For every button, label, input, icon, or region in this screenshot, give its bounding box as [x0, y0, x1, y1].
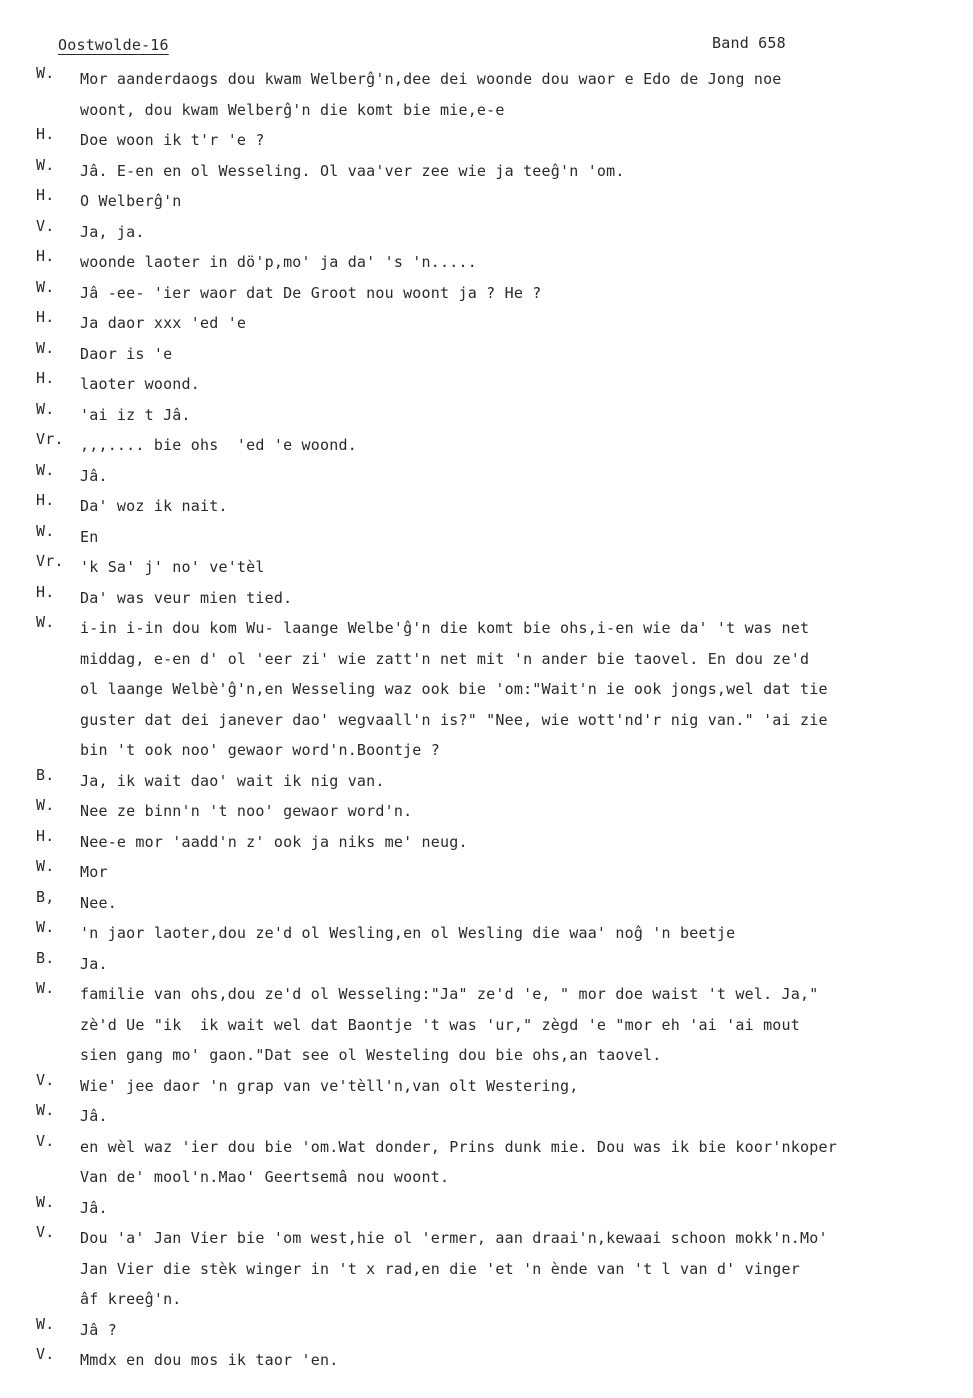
- speaker-label: W.: [36, 399, 55, 418]
- transcript-turn: [36, 125, 956, 156]
- transcript-turn: [36, 217, 956, 248]
- transcript-turn: [36, 522, 956, 553]
- utterance: [80, 64, 956, 125]
- utterance: [80, 125, 956, 156]
- utterance-line: âf kreeĝ'n.: [80, 1290, 182, 1308]
- utterance: [80, 186, 956, 217]
- utterance-line: Wie' jee daor 'n grap van ve'tèll'n,van olt Westering,: [80, 1076, 579, 1095]
- utterance-line: woont, dou kwam Welberĝ'n die komt bie mie,e-e: [80, 100, 505, 119]
- utterance: [80, 369, 956, 400]
- utterance-line: 'k Sa' j' no' ve'tèl: [80, 558, 265, 576]
- utterance-line: Mor: [80, 863, 108, 881]
- location-heading: Oostwolde-16: [58, 36, 169, 54]
- utterance-line: En: [80, 527, 99, 546]
- utterance-line: Ja, ja.: [80, 222, 145, 241]
- utterance: [80, 156, 956, 187]
- speaker-label: H.: [36, 247, 55, 265]
- speaker-label: B.: [36, 948, 55, 967]
- utterance-line: Jâ.: [80, 466, 108, 485]
- speaker-label: H.: [36, 369, 55, 387]
- speaker-label: V.: [36, 1345, 55, 1363]
- utterance: [80, 491, 956, 522]
- utterance: [80, 857, 956, 888]
- utterance-line: Ja, ik wait dao' wait ik nig van.: [80, 771, 385, 790]
- transcript-turn: [36, 1101, 956, 1132]
- transcript-turn: [36, 888, 956, 919]
- utterance-line: i-in i-in dou kom Wu- laange Welbe'ĝ'n die komt bie ohs,i-en wie da' 't was net: [80, 619, 810, 637]
- utterance: [80, 400, 956, 431]
- utterance: [80, 339, 956, 370]
- speaker-label: H.: [36, 186, 55, 204]
- utterance-line: familie van ohs,dou ze'd ol Wesseling:"Ja" ze'd 'e, " mor doe waist 't wel. Ja,": [80, 985, 819, 1003]
- transcript-turn: [36, 64, 956, 125]
- utterance: [80, 1132, 956, 1193]
- transcript-turn: [36, 339, 956, 370]
- speaker-label: W.: [36, 857, 55, 875]
- speaker-label: H.: [36, 491, 55, 509]
- speaker-label: W.: [36, 64, 55, 82]
- transcript-turn: [36, 186, 956, 217]
- speaker-label: W.: [36, 1314, 55, 1333]
- utterance-line: 'ai iz t Jâ.: [80, 405, 191, 424]
- speaker-label: W.: [36, 1192, 55, 1211]
- speaker-label: B,: [36, 887, 55, 906]
- transcript-turn: [36, 979, 956, 1071]
- utterance-line: 'n jaor laoter,dou ze'd ol Wesling,en ol Wesling die waa' noĝ 'n beetje: [80, 924, 736, 942]
- transcript-turn: [36, 400, 956, 431]
- utterance-line: guster dat dei janever dao' wegvaall'n is?" "Nee, wie wott'nd'r nig van." 'ai zie: [80, 710, 828, 729]
- transcript-turn: [36, 308, 956, 339]
- transcript-turn: [36, 247, 956, 278]
- speaker-label: W.: [36, 155, 55, 174]
- speaker-label: H.: [36, 125, 55, 143]
- speaker-label: V.: [36, 1223, 55, 1241]
- utterance-line: Jâ.: [80, 1198, 108, 1217]
- speaker-label: W.: [36, 979, 55, 997]
- transcript-turn: [36, 949, 956, 980]
- utterance-line: Mmdx en dou mos ik taor 'en.: [80, 1351, 339, 1369]
- utterance-line: Dou 'a' Jan Vier bie 'om west,hie ol 'ermer, aan draai'n,kewaai schoon mokk'n.Mo': [80, 1229, 828, 1247]
- utterance-line: ol laange Welbè'ĝ'n,en Wesseling waz ook bie 'om:"Wait'n ie ook jongs,wel dat tie: [80, 680, 828, 698]
- utterance-line: Mor aanderdaogs dou kwam Welberĝ'n,dee dei woonde dou waor e Edo de Jong noe: [80, 70, 782, 88]
- utterance: [80, 461, 956, 492]
- speaker-label: H.: [36, 582, 55, 601]
- utterance: [80, 308, 956, 339]
- utterance-line: Jâ.: [80, 1107, 108, 1125]
- utterance: [80, 217, 956, 248]
- utterance: [80, 1345, 956, 1376]
- utterance-line: en wèl waz 'ier dou bie 'om.Wat donder, Prins dunk mie. Dou was ik bie koor'nkoper: [80, 1137, 837, 1156]
- utterance-line: Daor is 'e: [80, 344, 173, 363]
- utterance: [80, 979, 956, 1071]
- speaker-label: H.: [36, 308, 55, 326]
- utterance: [80, 278, 956, 309]
- speaker-label: W.: [36, 1101, 55, 1119]
- utterance-line: Ja daor xxx 'ed 'e: [80, 314, 247, 332]
- speaker-label: W.: [36, 613, 55, 631]
- transcript-turn: [36, 278, 956, 309]
- speaker-label: W.: [36, 918, 55, 936]
- utterance-line: Nee-e mor 'aadd'n z' ook ja niks me' neug.: [80, 832, 468, 851]
- utterance: [80, 430, 956, 461]
- speaker-label: H.: [36, 826, 55, 845]
- transcript-turn: [36, 491, 956, 522]
- utterance-line: woonde laoter in dö'p,mo' ja da' 's 'n.....: [80, 253, 477, 271]
- speaker-label: W.: [36, 521, 55, 540]
- utterance: [80, 888, 956, 919]
- utterance-line: Nee.: [80, 893, 117, 912]
- utterance-line: laoter woond.: [80, 375, 200, 393]
- utterance: [80, 1193, 956, 1224]
- utterance: [80, 796, 956, 827]
- transcript-turn: [36, 857, 956, 888]
- transcript-turn: [36, 583, 956, 614]
- transcript-turn: [36, 1315, 956, 1346]
- utterance-line: Jâ. E-en en ol Wesseling. Ol vaa'ver zee wie ja teeĝ'n 'om.: [80, 161, 625, 180]
- transcript-turn: [36, 1223, 956, 1315]
- transcript-turn: [36, 156, 956, 187]
- utterance-line: Jâ -ee- 'ier waor dat De Groot nou woont ja ? He ?: [80, 283, 542, 302]
- transcript-turn: [36, 1345, 956, 1376]
- transcript-turn: [36, 461, 956, 492]
- speaker-label: V.: [36, 1070, 55, 1089]
- transcript-turn: [36, 1071, 956, 1102]
- transcript-turn: [36, 1193, 956, 1224]
- speaker-label: B.: [36, 765, 55, 784]
- utterance-line: Jâ ?: [80, 1320, 117, 1339]
- transcript-turn: [36, 918, 956, 949]
- utterance: [80, 552, 956, 583]
- utterance-line: Van de' mool'n.Mao' Geertsemâ nou woont.: [80, 1168, 450, 1186]
- utterance-line: Ja.: [80, 954, 108, 973]
- utterance-line: bin 't ook noo' gewaor word'n.Boontje ?: [80, 741, 440, 759]
- utterance: [80, 247, 956, 278]
- transcript-turn: [36, 613, 956, 766]
- utterance-line: zè'd Ue "ik ik wait wel dat Baontje 't was 'ur," zègd 'e "mor eh 'ai 'ai mout: [80, 1015, 800, 1034]
- utterance: [80, 613, 956, 766]
- speaker-label: Vr.: [36, 430, 64, 448]
- utterance-line: O Welberĝ'n: [80, 192, 182, 210]
- utterance: [80, 827, 956, 858]
- utterance: [80, 522, 956, 553]
- transcript-turn: [36, 796, 956, 827]
- band-number: Band 658: [712, 34, 786, 52]
- utterance-line: Da' woz ik nait.: [80, 497, 228, 515]
- speaker-label: V.: [36, 216, 55, 235]
- transcript-turn: [36, 369, 956, 400]
- utterance: [80, 1315, 956, 1346]
- transcript-turn: [36, 552, 956, 583]
- utterance-line: Nee ze binn'n 't noo' gewaor word'n.: [80, 802, 413, 820]
- speaker-label: Vr.: [36, 552, 64, 570]
- utterance: [80, 1071, 956, 1102]
- transcript-turn: [36, 766, 956, 797]
- utterance: [80, 949, 956, 980]
- transcript-turn: [36, 827, 956, 858]
- utterance: [80, 918, 956, 949]
- utterance-line: Doe woon ik t'r 'e ?: [80, 131, 265, 149]
- utterance-line: ,,,.... bie ohs 'ed 'e woond.: [80, 436, 357, 454]
- utterance-line: Da' was veur mien tied.: [80, 588, 293, 607]
- speaker-label: W.: [36, 277, 55, 296]
- speaker-label: W.: [36, 796, 55, 814]
- utterance-line: sien gang mo' gaon."Dat see ol Westeling dou bie ohs,an taovel.: [80, 1046, 662, 1064]
- utterance: [80, 1101, 956, 1132]
- speaker-label: W.: [36, 460, 55, 479]
- speaker-label: W.: [36, 338, 55, 357]
- transcript-turn: [36, 1132, 956, 1193]
- transcript-turn: [36, 430, 956, 461]
- transcript: [36, 64, 956, 1376]
- utterance-line: Jan Vier die stèk winger in 't x rad,en die 'et 'n ènde van 't l van d' vinger: [80, 1259, 800, 1278]
- utterance: [80, 766, 956, 797]
- utterance: [80, 583, 956, 614]
- utterance: [80, 1223, 956, 1315]
- speaker-label: V.: [36, 1131, 55, 1150]
- utterance-line: middag, e-en d' ol 'eer zi' wie zatt'n net mit 'n ander bie taovel. En dou ze'd: [80, 649, 810, 668]
